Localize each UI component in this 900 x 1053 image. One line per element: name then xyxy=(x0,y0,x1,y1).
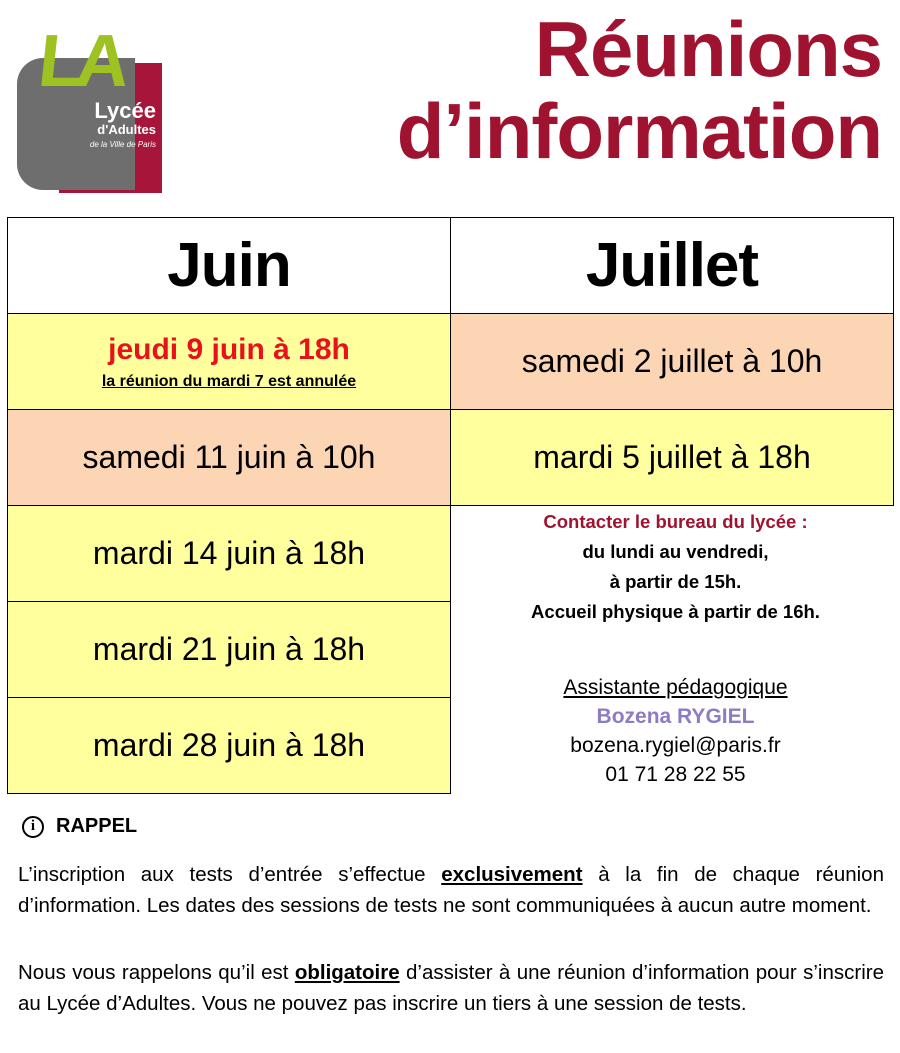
p2-text-b: d’assister à une réunion d’information pour s’inscrire au Lycée d’Adultes. Vous ne pouvez pas inscrire un tiers à une session de tests. xyxy=(18,961,884,1015)
bureau-line: Accueil physique à partir de 16h. xyxy=(531,601,820,622)
logo-text-adultes: d'Adultes xyxy=(97,122,156,137)
rappel-paragraph-1 xyxy=(18,859,884,921)
juin-highlight-cell xyxy=(7,313,451,410)
contact-role: Assistante pédagogique xyxy=(563,676,788,699)
juin-row xyxy=(7,697,451,794)
column-header-juin-label: Juin xyxy=(167,231,291,300)
juin-row xyxy=(7,409,451,506)
column-header-juillet-label: Juillet xyxy=(585,231,759,300)
logo-la-mark: LA xyxy=(34,19,127,102)
bureau-line: du lundi au vendredi, xyxy=(582,541,769,562)
juin-date: samedi 11 juin à 10h xyxy=(82,439,376,475)
p2-text-a: Nous vous rappelons qu’il est xyxy=(18,961,295,984)
page-title xyxy=(396,5,882,175)
bureau-line: à partir de 15h. xyxy=(609,571,742,592)
logo-text-lycee: Lycée xyxy=(94,98,156,123)
p1-text-a: L’inscription aux tests d’entrée s’effectue xyxy=(18,863,442,886)
juin-highlight-date: jeudi 9 juin à 18h xyxy=(108,332,350,366)
juillet-date: samedi 2 juillet à 10h xyxy=(521,343,823,379)
rappel-heading xyxy=(22,815,137,838)
p1-keyword: exclusivement xyxy=(441,863,583,886)
title-line-1: Réunions xyxy=(534,5,882,93)
schedule-table xyxy=(7,217,894,794)
lycee-logo xyxy=(17,19,162,165)
contact-email[interactable]: bozena.rygiel@paris.fr xyxy=(570,734,781,757)
juin-row xyxy=(7,601,451,698)
juin-cancel-note: la réunion du mardi 7 est annulée xyxy=(101,372,357,390)
juin-date: mardi 14 juin à 18h xyxy=(92,535,366,571)
juillet-row xyxy=(450,409,894,506)
p2-keyword: obligatoire xyxy=(294,961,400,984)
column-header-juillet xyxy=(450,217,894,314)
rappel-paragraph-2 xyxy=(18,957,884,1019)
juillet-date: mardi 5 juillet à 18h xyxy=(533,439,811,475)
contact-block xyxy=(457,673,894,789)
juin-date: mardi 28 juin à 18h xyxy=(92,727,366,763)
bureau-heading: Contacter le bureau du lycée : xyxy=(543,511,808,532)
rappel-label: RAPPEL xyxy=(56,815,138,837)
column-header-juin xyxy=(7,217,451,314)
title-line-2: d’information xyxy=(396,87,882,175)
juin-date: mardi 21 juin à 18h xyxy=(92,631,366,667)
contact-name: Bozena RYGIEL xyxy=(596,705,755,728)
contact-phone: 01 71 28 22 55 xyxy=(605,763,746,786)
juillet-row xyxy=(450,313,894,410)
logo-text-ville: de la Ville de Paris xyxy=(89,140,156,149)
p1-text-b: à la fin de chaque réunion d’information. Les dates des sessions de tests ne sont communiquées à aucun autre moment. xyxy=(18,863,884,917)
juin-row xyxy=(7,505,451,602)
bureau-info xyxy=(457,507,894,627)
info-icon: i xyxy=(22,816,44,838)
